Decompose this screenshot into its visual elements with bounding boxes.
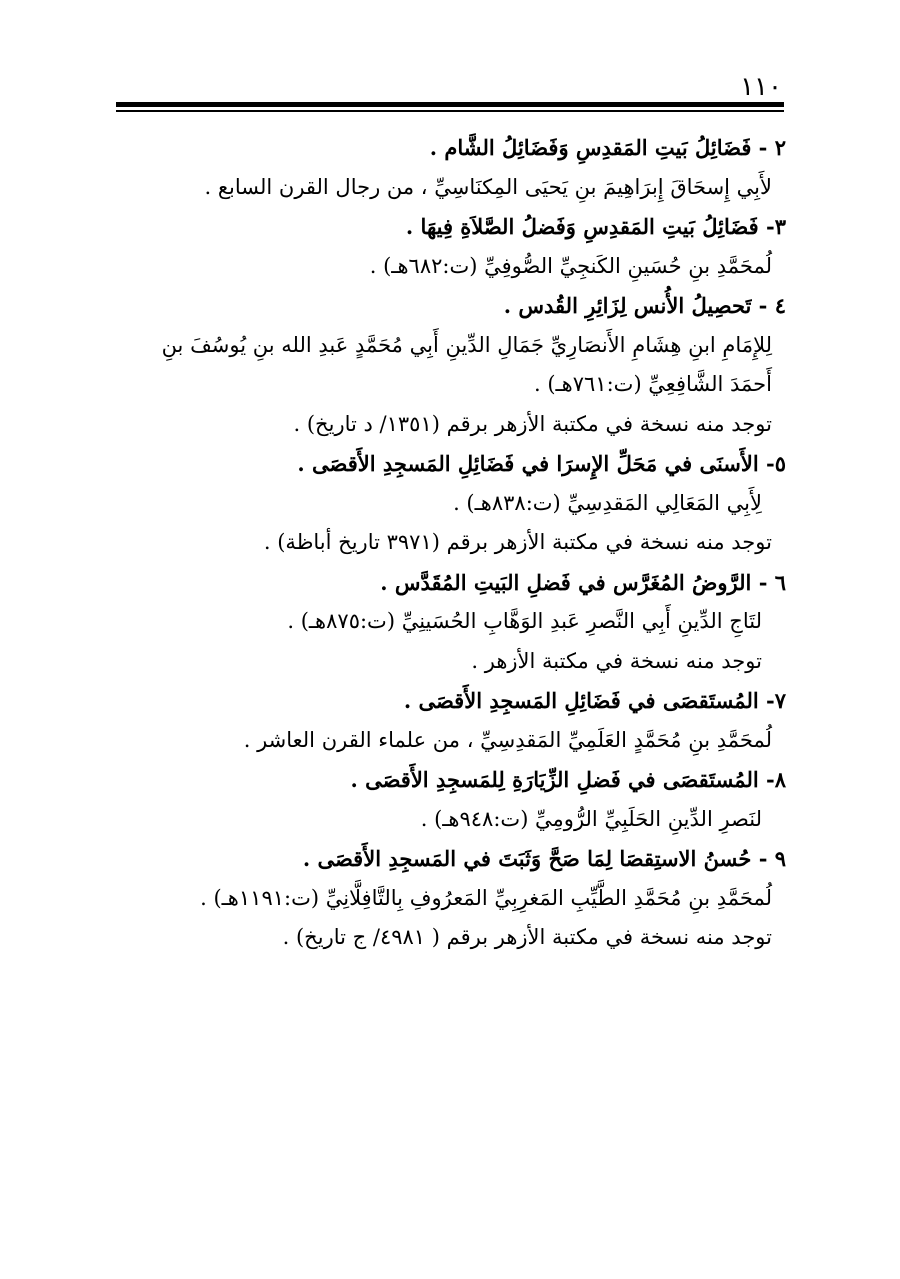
entry-author: لِأَبِي المَعَالِي المَقدِسِيِّ (ت:٨٣٨هـ) .	[453, 490, 762, 515]
entry-author: لُمحَمَّدِ بنِ مُحَمَّدِ الطَّيِّبِ المَغرِبِيِّ المَعرُوفِ بِالتَّافِلَّانِيِّ (ت:١١٩١هـ) .	[200, 885, 772, 910]
header-rule-thin	[116, 110, 784, 112]
entry-note: توجد منه نسخة في مكتبة الأزهر .	[471, 648, 762, 673]
entry-title: ٣- فَضَائِلُ بَيتِ المَقدِسِ وَفَضلُ الصَّلاَةِ فِيهَا .	[405, 214, 786, 239]
page-body	[96, 128, 786, 958]
entry-title: ٦ - الرَّوضُ المُغَرَّس في فَضلِ البَيتِ المُقَدَّس .	[380, 569, 786, 595]
page-number: ١١٠	[740, 72, 782, 102]
entry-author: لأَبِي إِسحَاقَ إِبرَاهِيمَ بنِ يَحيَى المِكنَاسِيِّ ، من رجال القرن السابع .	[204, 174, 772, 199]
entry-title: ٤ - تَحصِيلُ الأُنس لِزَائِرِ القُدس .	[503, 293, 786, 318]
entry-title: ٩ - حُسنُ الاستِقصَا لِمَا صَحَّ وَثَبَتَ في المَسجِدِ الأَقصَى .	[302, 846, 786, 871]
entry-note: توجد منه نسخة في مكتبة الأزهر برقم ( ٤٩٨١/ ج تاريخ) .	[282, 925, 772, 949]
entry-author: لُمحَمَّدِ بنِ حُسَينِ الكَنجِيِّ الصُّوفِيِّ (ت:٦٨٢هـ) .	[369, 253, 772, 278]
entry-author: لُمحَمَّدِ بنِ مُحَمَّدٍ العَلَمِيِّ المَقدِسِيِّ ، من علماء القرن العاشر .	[243, 727, 772, 752]
entry-title: ٥- الأَسنَى في مَحَلِّ الإِسرَا في فَضَائِلِ المَسجِدِ الأَقصَى .	[297, 451, 786, 476]
entry-author-continued: أَحمَدَ الشَّافِعِيِّ (ت:٧٦١هـ) .	[533, 372, 772, 396]
entry-note: توجد منه نسخة في مكتبة الأزهر برقم (٣٩٧١ تاريخ أباظة) .	[263, 530, 772, 554]
entry-title: ٧- المُستَقصَى في فَضَائِلِ المَسجِدِ الأَقصَى .	[403, 688, 786, 713]
header-rule-thick	[116, 102, 784, 107]
entry-author: لنَصرِ الدِّينِ الحَلَبِيِّ الرُّومِيِّ (ت:٩٤٨هـ) .	[420, 806, 762, 831]
entry-title: ٨- المُستَقصَى في فَضلِ الزِّيَارَةِ لِلمَسجِدِ الأَقصَى .	[350, 767, 786, 792]
entry-note: توجد منه نسخة في مكتبة الأزهر برقم (١٣٥١/ د تاريخ) .	[293, 411, 772, 436]
entry-title: ٢ - فَضَائِلُ بَيتِ المَقدِسِ وَفَضَائِلُ الشَّام .	[429, 135, 786, 160]
entry-author: لتَاجِ الدِّينِ أَبِي النَّصرِ عَبدِ الوَهَّابِ الحُسَينِيِّ (ت:٨٧٥هـ) .	[287, 609, 762, 633]
entry-author: لِلإِمَامِ ابنِ هِشَامِ الأَنصَارِيِّ جَمَالِ الدِّينِ أَبِي مُحَمَّدٍ عَبدِ الله بنِ يُوسُفَ بنِ	[161, 332, 772, 357]
